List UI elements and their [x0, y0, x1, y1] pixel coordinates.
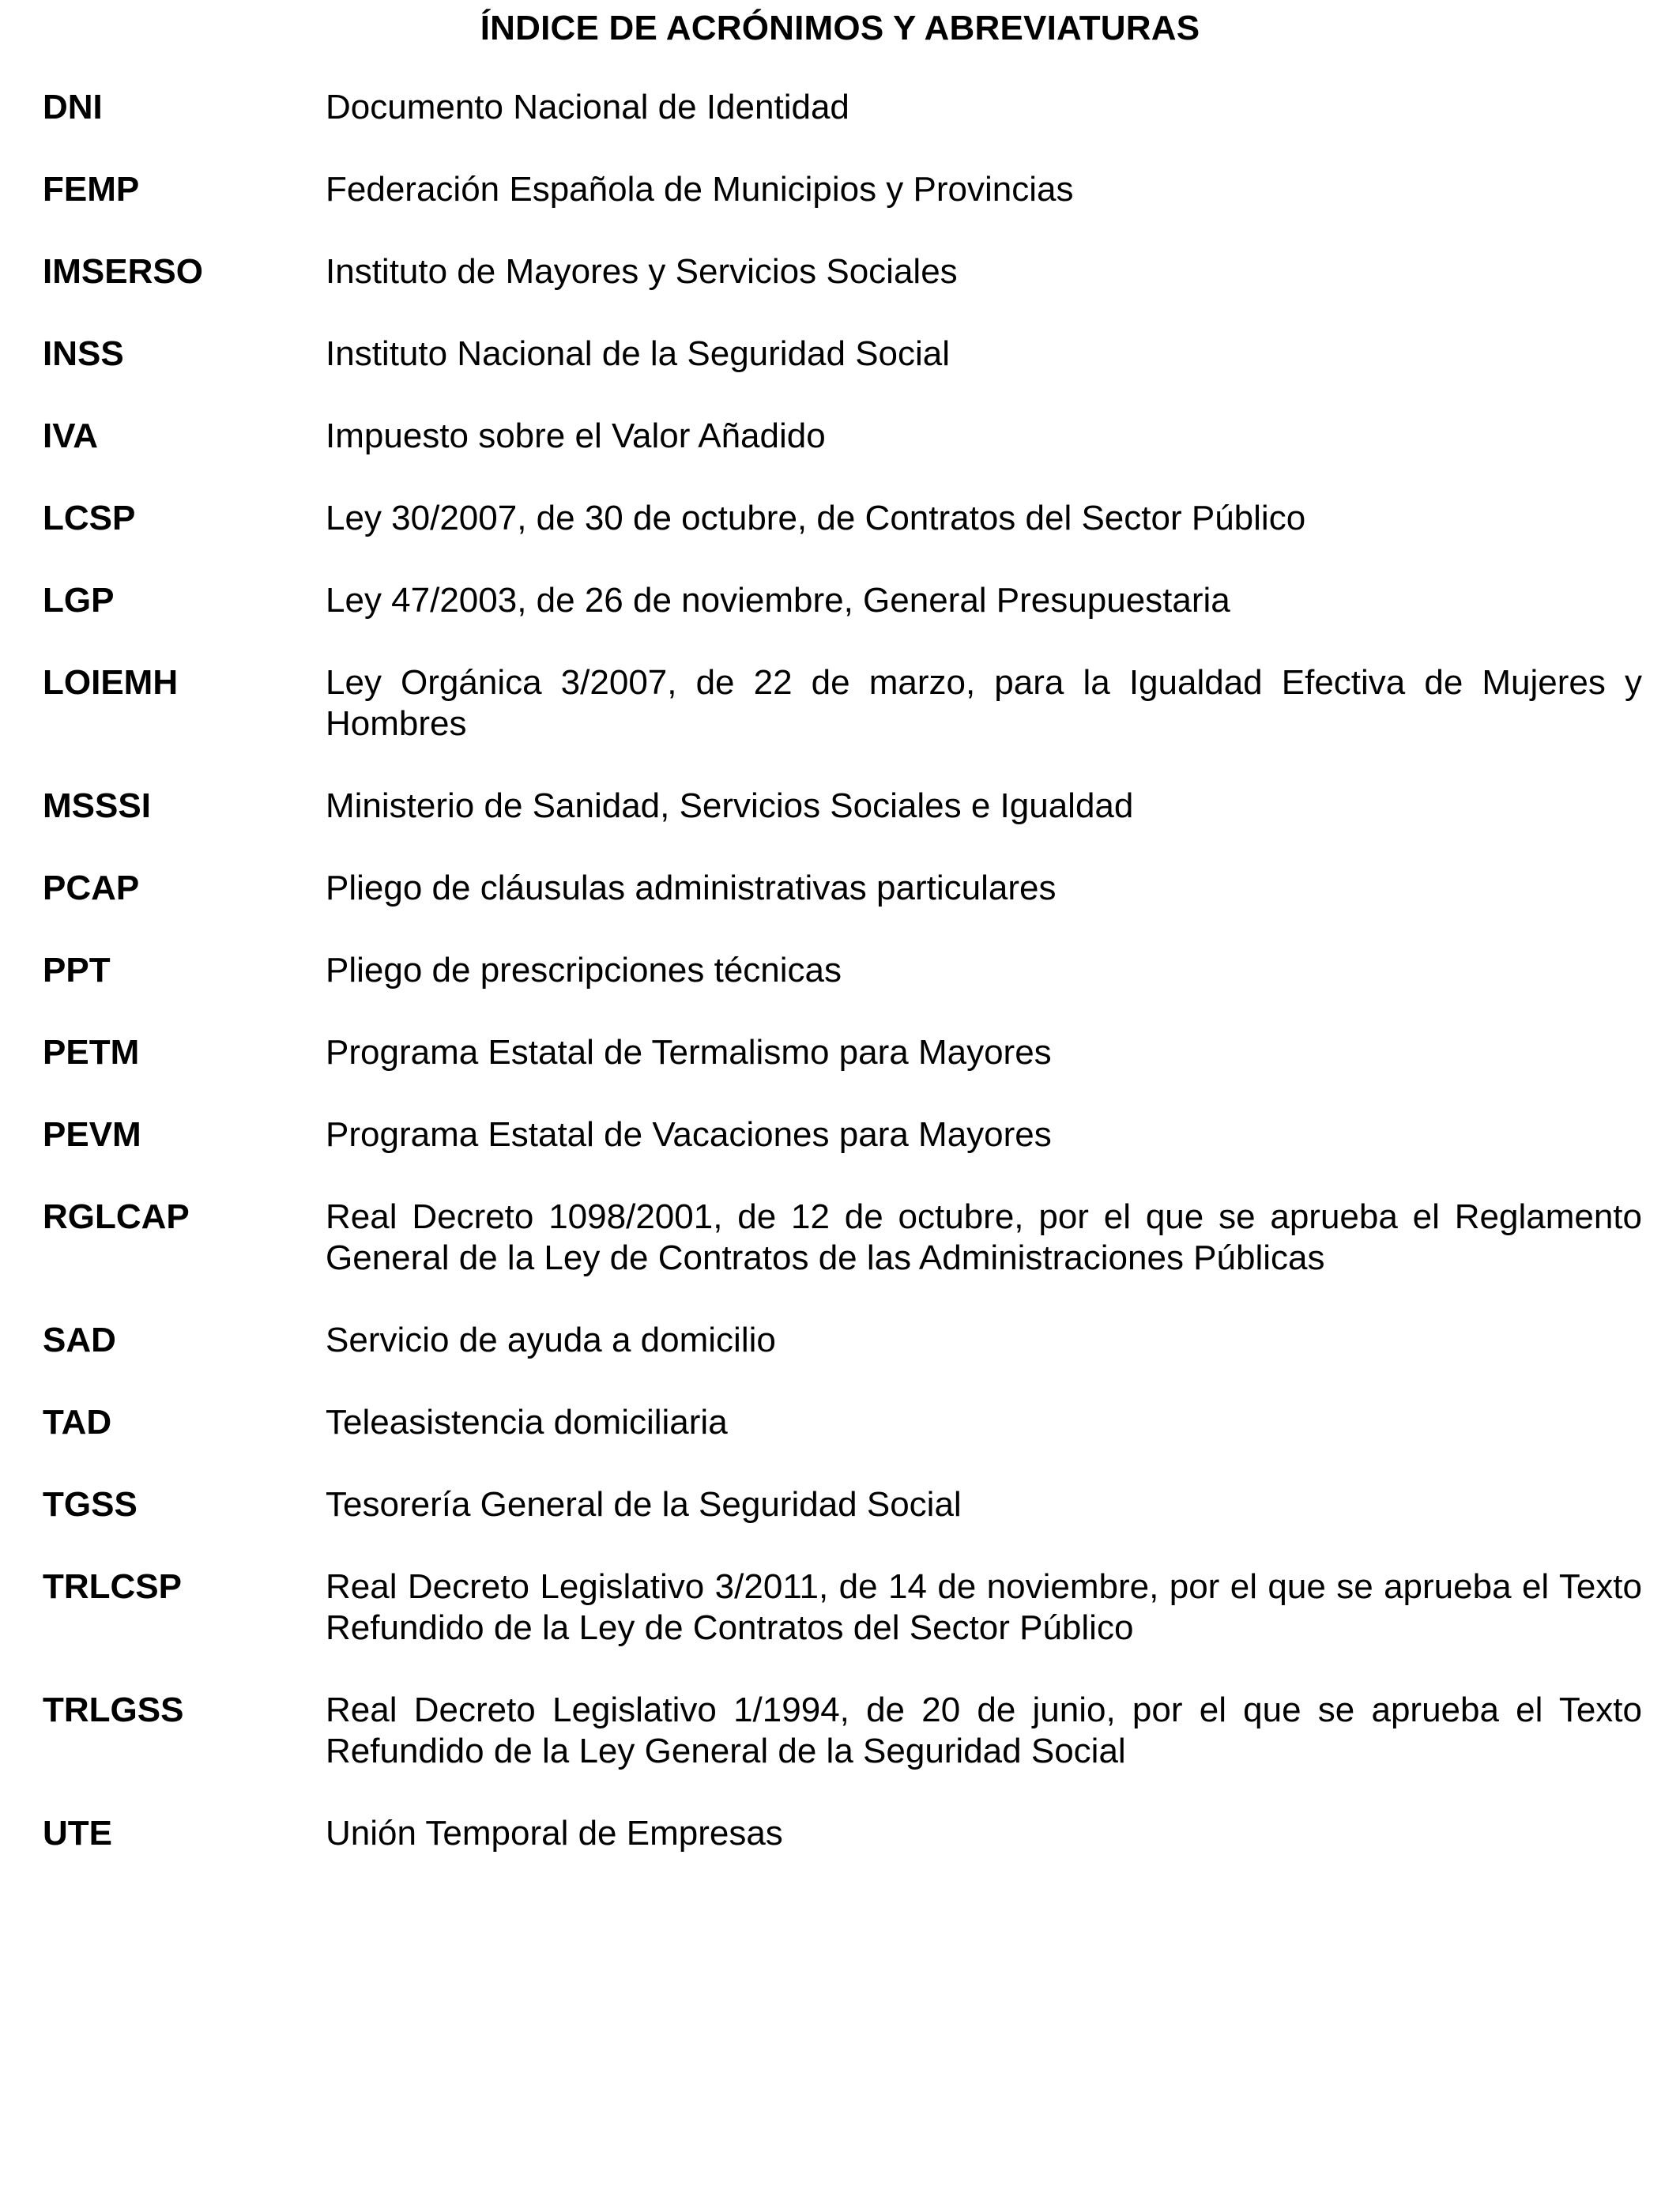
acronym: INSS [43, 334, 124, 373]
acronym: LCSP [43, 499, 136, 537]
list-item [43, 1114, 1642, 1155]
acronym: TAD [43, 1403, 112, 1442]
acronym-definition: Instituto de Mayores y Servicios Sociales [326, 252, 958, 291]
acronym-definition: Pliego de cláusulas administrativas particulares [326, 869, 1057, 907]
list-item [43, 1032, 1642, 1073]
acronym: PCAP [43, 869, 140, 907]
acronym-definition: Servicio de ayuda a domicilio [326, 1321, 776, 1359]
acronym: RGLCAP [43, 1197, 190, 1236]
acronym-definition: Programa Estatal de Termalismo para Mayores [326, 1033, 1052, 1072]
list-item [43, 87, 1642, 128]
acronym-definition: Pliego de prescripciones técnicas [326, 951, 842, 990]
acronym-definition: Unión Temporal de Empresas [326, 1814, 783, 1853]
acronym-definition: Programa Estatal de Vacaciones para Mayores [326, 1115, 1052, 1154]
list-item [43, 1402, 1642, 1443]
acronym: LGP [43, 581, 115, 620]
list-item [43, 868, 1642, 909]
acronym-definition: Ley 47/2003, de 26 de noviembre, General Presupuestaria [326, 581, 1230, 620]
acronym-definition: Instituto Nacional de la Seguridad Social [326, 334, 951, 373]
list-item [43, 1566, 1642, 1649]
acronym: TGSS [43, 1485, 137, 1524]
acronym: IVA [43, 417, 99, 455]
acronym-definition: Impuesto sobre el Valor Añadido [326, 417, 826, 455]
list-item [43, 416, 1642, 457]
list-item [43, 1813, 1642, 1854]
list-item [43, 169, 1642, 210]
list-item [43, 1484, 1642, 1525]
list-item [43, 498, 1642, 539]
acronym-list [43, 87, 1642, 1854]
acronym: SAD [43, 1321, 116, 1359]
acronym-definition: Real Decreto 1098/2001, de 12 de octubre, por el que se aprueba el Reglamento General de la Ley de Contratos de las Administraciones Públicas [326, 1197, 1642, 1277]
acronym: FEMP [43, 170, 140, 209]
acronym: TRLGSS [43, 1691, 184, 1729]
acronym: DNI [43, 88, 103, 126]
acronym-definition: Real Decreto Legislativo 1/1994, de 20 de junio, por el que se aprueba el Texto Refundido de la Ley General de la Seguridad Social [326, 1691, 1642, 1770]
acronym-definition: Documento Nacional de Identidad [326, 88, 849, 126]
list-item [43, 580, 1642, 621]
acronym: TRLCSP [43, 1567, 182, 1606]
list-item [43, 1320, 1642, 1361]
acronym-definition: Ministerio de Sanidad, Servicios Sociales e Igualdad [326, 786, 1134, 825]
list-item [43, 1197, 1642, 1279]
acronym: MSSSI [43, 786, 151, 825]
acronym-definition: Ley Orgánica 3/2007, de 22 de marzo, para la Igualdad Efectiva de Mujeres y Hombres [326, 663, 1642, 743]
acronym: UTE [43, 1814, 112, 1853]
list-item [43, 334, 1642, 375]
acronym-definition: Federación Española de Municipios y Provincias [326, 170, 1074, 209]
list-item [43, 950, 1642, 991]
acronym: IMSERSO [43, 252, 203, 291]
acronym-definition: Teleasistencia domiciliaria [326, 1403, 728, 1442]
acronym-definition: Tesorería General de la Seguridad Social [326, 1485, 962, 1524]
acronym: PETM [43, 1033, 140, 1072]
page-title: ÍNDICE DE ACRÓNIMOS Y ABREVIATURAS [480, 9, 1200, 47]
list-item [43, 1690, 1642, 1772]
list-item [43, 662, 1642, 745]
acronym-definition: Ley 30/2007, de 30 de octubre, de Contratos del Sector Público [326, 499, 1306, 537]
list-item [43, 251, 1642, 292]
list-item [43, 786, 1642, 827]
acronym-definition: Real Decreto Legislativo 3/2011, de 14 de noviembre, por el que se aprueba el Texto Refundido de la Ley de Contratos del Sector Público [326, 1567, 1642, 1647]
acronym: PPT [43, 951, 111, 990]
acronym: PEVM [43, 1115, 141, 1154]
acronym: LOIEMH [43, 663, 179, 702]
